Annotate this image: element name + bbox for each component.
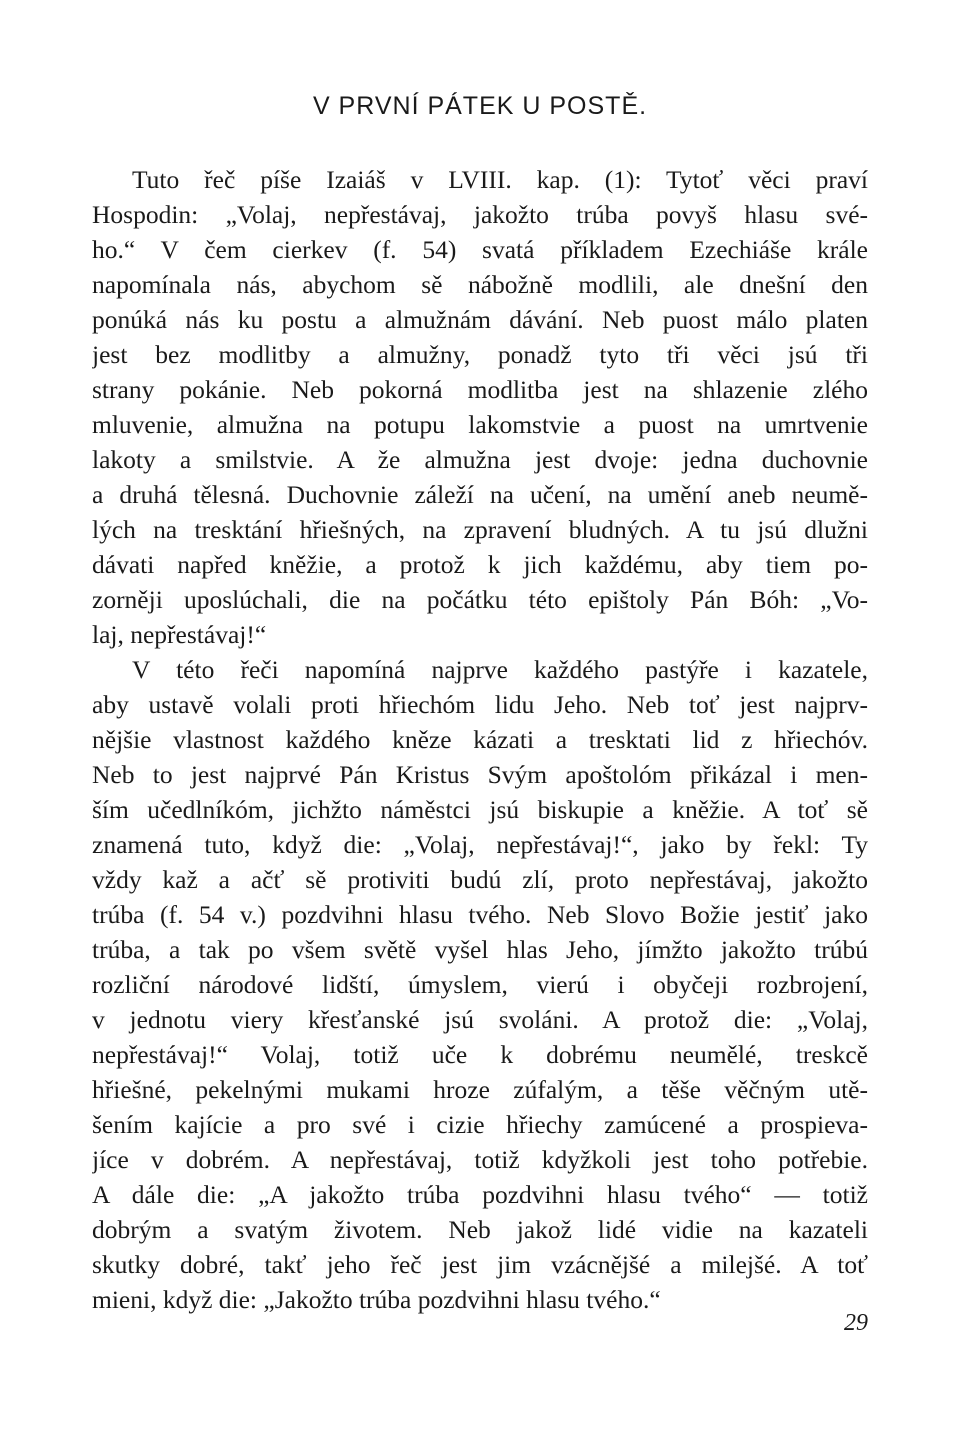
text-line: lých na tresktání hřiešných, na zpravení bludných. A tu jsú dlužni — [92, 515, 868, 544]
paragraph-2 — [92, 652, 868, 1317]
text-line: ším učedlníkóm, jichžto náměstci jsú biskupie a kněžie. A toť sě — [92, 795, 868, 824]
text-line: trúba (f. 54 v.) pozdvihni hlasu tvého. Neb Slovo Božie jestiť jako — [92, 900, 868, 929]
text-line: aby ustavě volali proti hřiechóm lidu Jeho. Neb toť jest najprv- — [92, 690, 868, 719]
text-line: nepřestávaj!“ Volaj, totiž uče k dobrému neumělé, treskcě — [92, 1040, 868, 1069]
text-line: dávati napřed kněžie, a protož k jich každému, aby tiem po- — [92, 550, 868, 579]
paragraph-1 — [92, 162, 868, 652]
text-line: lakoty a smilstvie. A že almužna jest dvoje: jedna duchovnie — [92, 445, 868, 474]
text-line: jest bez modlitby a almužny, ponadž tyto tři věci jsú tři — [92, 340, 868, 369]
text-line: mluvenie, almužna na potupu lakomstvie a puost na umrtvenie — [92, 410, 868, 439]
text-line: vždy kaž a ačť sě protiviti budú zlí, proto nepřestávaj, jakožto — [92, 865, 868, 894]
text-line: rozliční národové lidští, úmyslem, vierú i obyčeji rozbrojení, — [92, 970, 868, 999]
page-number: 29 — [844, 1310, 868, 1336]
text-line: A dále die: „A jakožto trúba pozdvihni hlasu tvého“ — totiž — [92, 1180, 868, 1209]
text-line: Hospodin: „Volaj, nepřestávaj, jakožto trúba povyš hlasu své- — [92, 200, 868, 229]
chapter-heading: V PRVNÍ PÁTEK U POSTĚ. — [312, 92, 648, 120]
text-line: mieni, když die: „Jakožto trúba pozdvihni hlasu tvého.“ — [92, 1285, 661, 1314]
text-line: Neb to jest najprvé Pán Kristus Svým apoštolóm přikázal i men- — [92, 760, 868, 789]
text-line: zorněji uposlúchali, die na počátku této epištoly Pán Bóh: „Vo- — [92, 585, 868, 614]
text-line: a druhá tělesná. Duchovnie záleží na učení, na umění aneb neumě- — [92, 480, 868, 509]
text-line: strany pokánie. Neb pokorná modlitba jest na shlazenie zlého — [92, 375, 868, 404]
text-line: šením kajície a pro své i cizie hřiechy zamúcené a prospieva- — [92, 1110, 868, 1139]
text-line: laj, nepřestávaj!“ — [92, 620, 267, 649]
text-line: V této řeči napomíná najprve každého pastýře i kazatele, — [132, 655, 868, 684]
text-line: napomínala nás, abychom sě nábožně modlili, ale dnešní den — [92, 270, 868, 299]
text-line: trúba, a tak po všem světě vyšel hlas Jeho, jímžto jakožto trúbú — [92, 935, 868, 964]
text-line: hřiešné, pekelnými mukami hroze zúfalým, a těše věčným utě- — [92, 1075, 868, 1104]
text-line: jíce v dobrém. A nepřestávaj, totiž kdyžkoli jest toho potřebie. — [92, 1145, 868, 1174]
text-line: ponúká nás ku postu a almužnám dávání. Neb puost málo platen — [92, 305, 868, 334]
text-line: skutky dobré, takť jeho řeč jest jim vzácnějšé a milejšé. A toť — [92, 1250, 868, 1279]
text-line: Tuto řeč píše Izaiáš v LVIII. kap. (1): Tytoť věci praví — [132, 165, 868, 194]
text-line: v jednotu viery křesťanské jsú svoláni. A protož die: „Volaj, — [92, 1005, 868, 1034]
text-line: ho.“ V čem cierkev (f. 54) svatá příkladem Ezechiáše krále — [92, 235, 868, 264]
text-line: nějšie vlastnost každého kněze kázati a tresktati lid z hřiechóv. — [92, 725, 868, 754]
text-line: dobrým a svatým životem. Neb jakož lidé vidie na kazateli — [92, 1215, 868, 1244]
text-line: znamená tuto, když die: „Volaj, nepřestávaj!“, jako by řekl: Ty — [92, 830, 868, 859]
